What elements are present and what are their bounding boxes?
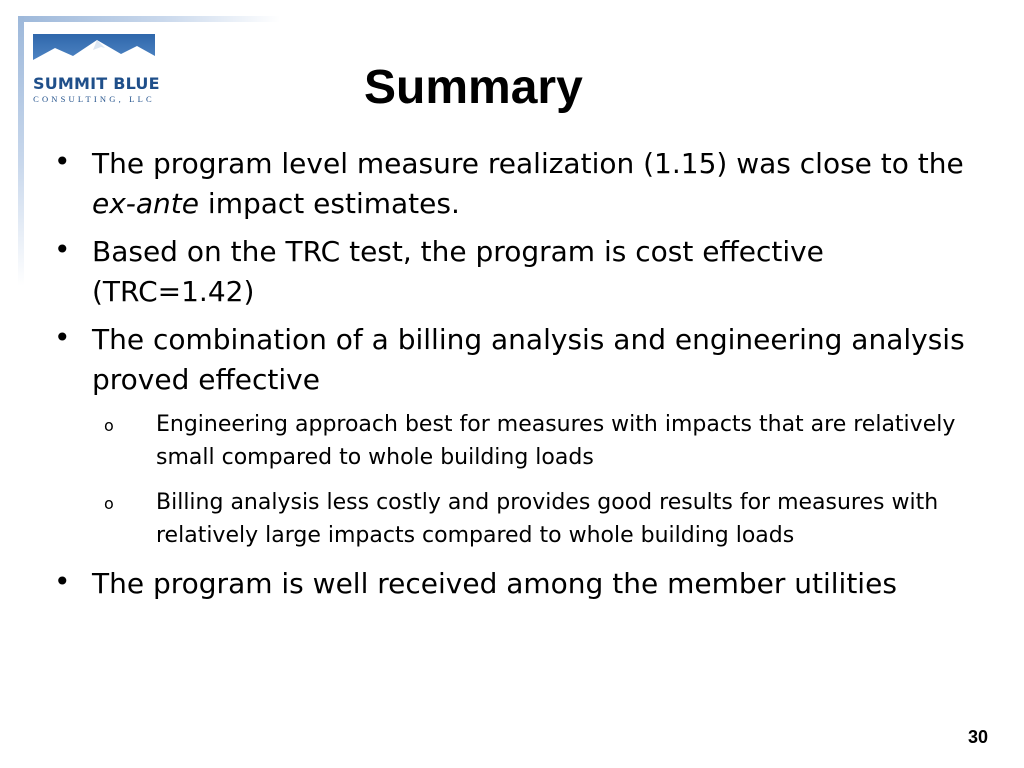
bullet-dot-icon: • xyxy=(54,565,71,598)
bullet-text: The program is well received among the member utilities xyxy=(92,567,897,600)
bullet-item xyxy=(40,320,980,400)
bullet-text: The program level measure realization (1.15) was close to the xyxy=(92,147,964,180)
page-number: 30 xyxy=(967,727,988,747)
logo-subtitle: CONSULTING, LLC xyxy=(33,94,155,104)
sub-bullet-circle-icon: o xyxy=(104,416,114,435)
company-logo xyxy=(33,34,160,112)
page-title: Summary xyxy=(364,61,583,114)
bullet-item xyxy=(40,232,980,312)
bullet-dot-icon: • xyxy=(54,321,71,354)
sub-bullet-item xyxy=(40,408,980,474)
bullet-text-end: impact estimates. xyxy=(199,187,460,220)
bullet-emphasis: ex-ante xyxy=(92,187,200,220)
bullet-item xyxy=(40,144,980,224)
sub-bullet-text: Engineering approach best for measures with impacts that are relatively small compared to whole building loads xyxy=(156,412,956,470)
decorative-frame-left xyxy=(18,16,24,286)
decorative-frame-top xyxy=(18,16,280,22)
bullet-dot-icon: • xyxy=(54,233,71,266)
sub-bullet-item xyxy=(40,486,980,552)
bullet-item xyxy=(40,564,980,604)
logo-name: SUMMIT BLUE xyxy=(33,74,160,93)
sub-bullet-circle-icon: o xyxy=(104,494,114,513)
slide-body xyxy=(40,144,980,612)
sub-bullet-text: Billing analysis less costly and provides good results for measures with relatively large impacts compared to whole building loads xyxy=(156,490,939,548)
bullet-text: Based on the TRC test, the program is cost effective (TRC=1.42) xyxy=(92,235,824,308)
mountain-logo-icon xyxy=(33,34,155,74)
bullet-text: The combination of a billing analysis and engineering analysis proved effective xyxy=(92,323,965,396)
bullet-dot-icon: • xyxy=(54,145,71,178)
